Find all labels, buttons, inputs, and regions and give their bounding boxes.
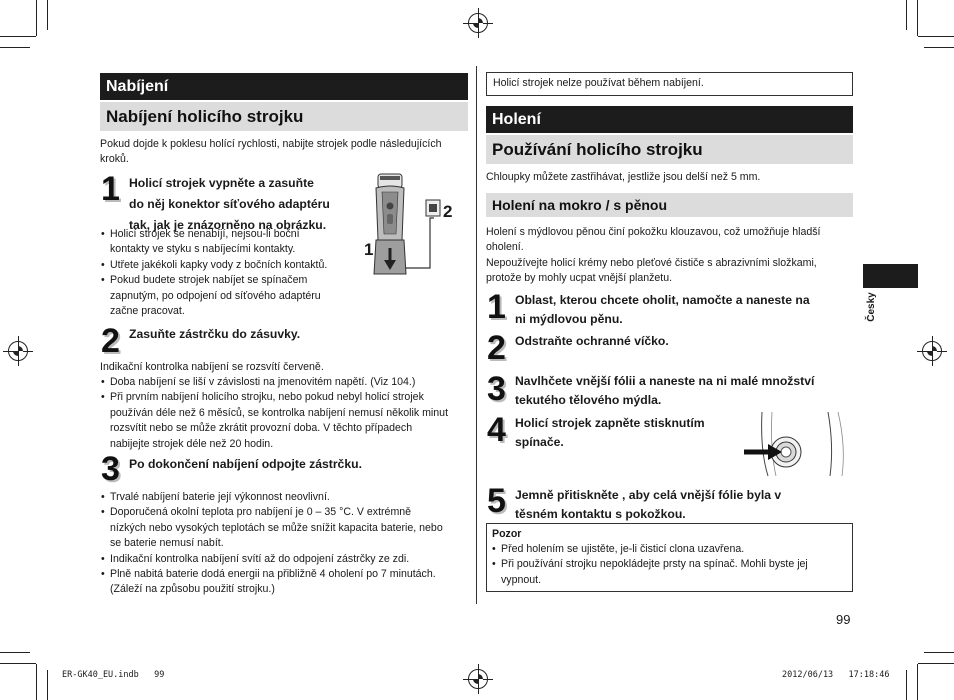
registration-mark-icon xyxy=(468,13,488,33)
paragraph: Holení s mýdlovou pěnou činí pokožku klouzavou, což umožňuje hladší oholení. Nepoužívejte holicí krémy nebo pleťové čističe s abrazivními složkami, protože by mohly ucpat vnější planžetu. xyxy=(486,226,821,285)
switch-press-illustration xyxy=(742,410,854,478)
list-item: • Doba nabíjení se liší v závislosti na jmenovitém napětí. (Viz 104.) xyxy=(101,375,473,390)
list-item: • Indikační kontrolka nabíjení svítí až do odpojení zástrčky ze zdi. xyxy=(101,552,473,567)
crop-mark xyxy=(0,663,36,664)
list-item: • Plně nabitá baterie dodá energii na přibližně 4 oholení po 7 minutách. (Záleží na způsobu použití strojku.) xyxy=(101,567,473,598)
intro-text: Chloupky můžete zastřihávat, jestliže jsou delší než 5 mm. xyxy=(486,171,761,183)
crop-mark xyxy=(36,664,37,700)
section-title: Holení xyxy=(486,106,853,133)
crop-mark xyxy=(0,47,30,48)
subsection-title: Nabíjení holicího strojku xyxy=(100,102,468,131)
step-number: 2 xyxy=(487,329,506,367)
step-number: 4 xyxy=(487,411,506,449)
list-item: • Trvalé nabíjení baterie její výkonnost neovlivní. xyxy=(101,490,473,505)
step-text: Holicí strojek zapněte stisknutím spínače. xyxy=(515,416,705,449)
crop-mark xyxy=(917,664,918,700)
step-number: 1 xyxy=(487,288,506,326)
caution-title: Pozor xyxy=(492,528,522,540)
crop-mark xyxy=(47,670,48,700)
figure-label: 2 xyxy=(443,202,453,221)
step-text: Po dokončení nabíjení odpojte zástrčku. xyxy=(129,457,362,471)
crop-mark xyxy=(0,652,30,653)
step-text: Oblast, kterou chcete oholit, namočte a naneste na ni mýdlovou pěnu. xyxy=(515,293,810,326)
step-text: Jemně přitiskněte , aby celá vnější fólie byla v těsném kontaktu s pokožkou. xyxy=(515,488,782,521)
registration-mark-icon xyxy=(8,341,28,361)
crop-mark xyxy=(906,0,907,30)
crop-mark xyxy=(924,47,954,48)
footer-timestamp: 2012/06/13 17:18:46 xyxy=(782,670,890,680)
language-tab xyxy=(863,264,918,288)
top-note-box: Holicí strojek nelze používat během nabíjení. xyxy=(486,72,853,96)
footer-file-info: ER-GK40_EU.indb 99 xyxy=(62,670,165,680)
step-text: Zasuňte zástrčku do zásuvky. xyxy=(129,327,301,341)
caution-box xyxy=(486,523,853,592)
list-item: • Doporučená okolní teplota pro nabíjení je 0 – 35 °C. V extrémně nízkých nebo vysokých teplotách se může snížit kapacita baterie, nebo se baterie nemusí nabít. xyxy=(101,505,473,551)
shaver-charging-illustration xyxy=(360,168,460,280)
bullet-list xyxy=(101,375,473,452)
language-tab-label: Česky xyxy=(866,292,877,322)
crop-mark xyxy=(0,36,36,37)
section-title: Nabíjení xyxy=(100,73,468,100)
column-divider xyxy=(476,66,477,604)
list-item: • Při používání strojku nepokládejte prsty na spínač. Mohli byste jej vypnout. xyxy=(492,557,848,588)
crop-mark xyxy=(917,0,918,36)
crop-mark xyxy=(918,663,954,664)
subsection-title: Používání holicího strojku xyxy=(486,135,853,164)
registration-mark-icon xyxy=(922,341,942,361)
list-item: • Pokud budete strojek nabíjet se spínačem zapnutým, po odpojení od síťového adaptéru začne pracovat. xyxy=(101,273,361,319)
bullet-list xyxy=(101,490,473,598)
registration-mark-icon xyxy=(468,669,488,689)
step-text: Navlhčete vnější fólii a naneste na ni malé množství tekutého tělového mýdla. xyxy=(515,374,815,407)
bullet-list xyxy=(101,227,361,319)
crop-mark xyxy=(924,652,954,653)
note-text: Indikační kontrolka nabíjení se rozsvítí červeně. xyxy=(100,361,324,373)
crop-mark xyxy=(36,0,37,36)
step-number: 1 xyxy=(101,170,120,208)
list-item: • Holicí strojek se nenabíjí, nejsou-li boční kontakty ve styku s nabíjecími kontakty. xyxy=(101,227,361,258)
step-text: Holicí strojek vypněte a zasuňte do něj konektor síťového adaptéru tak, jak je znázorněno na obrázku. xyxy=(129,176,330,232)
step-number: 3 xyxy=(101,450,120,488)
step-text: Odstraňte ochranné víčko. xyxy=(515,334,669,348)
step-number: 3 xyxy=(487,370,506,408)
page-number: 99 xyxy=(836,612,851,627)
list-item: • Před holením se ujistěte, je-li čisticí clona uzavřena. xyxy=(492,542,848,557)
step-number: 5 xyxy=(487,482,506,520)
bullet-list xyxy=(492,542,848,588)
list-item: • Při prvním nabíjení holicího strojku, nebo pokud nebyl holicí strojek používán déle než 6 měsíců, se kontrolka nabíjení nemusí několik minut rozsvítit nebo se může zkrátit provozní doba. V těchto případech nabijejte strojek déle než 20 hodin. xyxy=(101,390,473,452)
sub-heading: Holení na mokro / s pěnou xyxy=(486,193,853,217)
crop-mark xyxy=(906,670,907,700)
figure-label: 1 xyxy=(364,240,374,259)
step-number: 2 xyxy=(101,322,120,360)
intro-text: Pokud dojde k poklesu holící rychlosti, nabijte strojek podle následujících kroků. xyxy=(100,138,442,166)
crop-mark xyxy=(47,0,48,30)
list-item: • Utřete jakékoli kapky vody z bočních kontaktů. xyxy=(101,258,361,273)
crop-mark xyxy=(918,36,954,37)
